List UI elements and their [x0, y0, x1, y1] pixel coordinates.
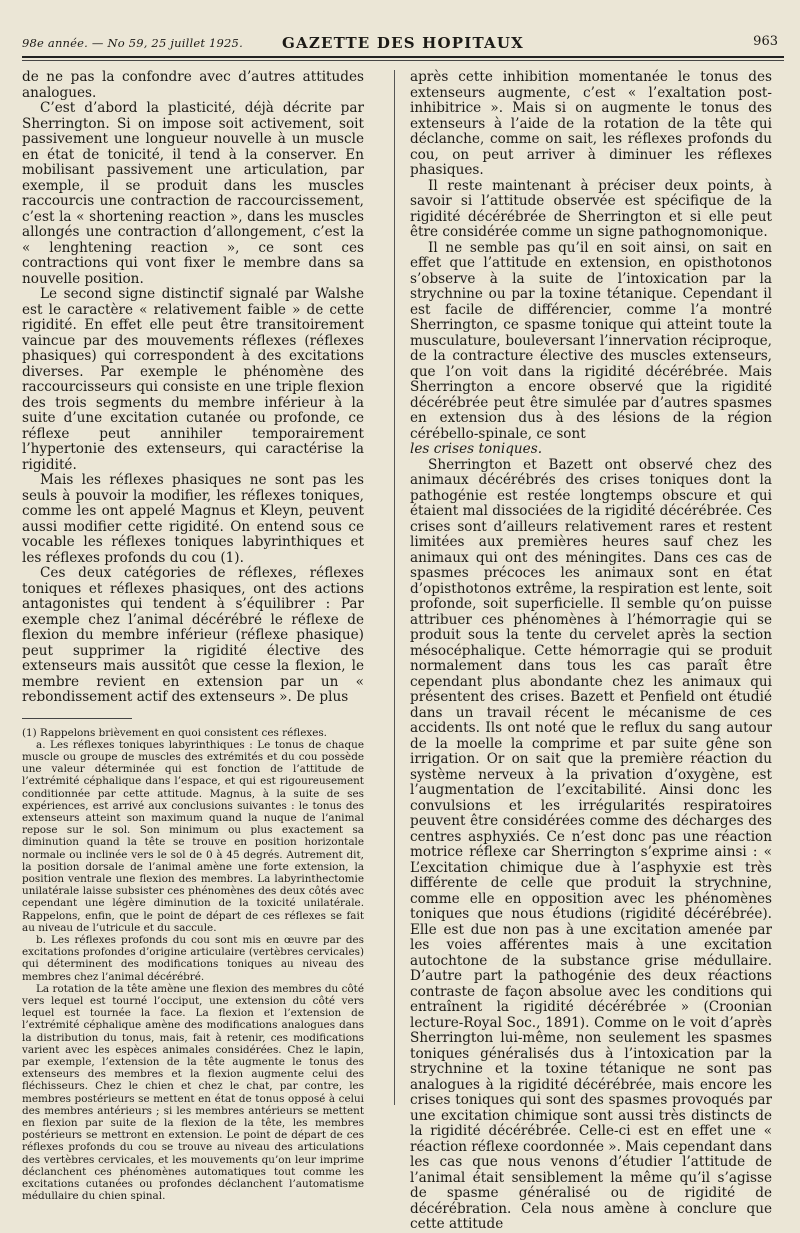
page-number: 963: [753, 34, 778, 49]
footnote-rule: [22, 718, 132, 719]
journal-title: GAZETTE DES HOPITAUX: [281, 34, 524, 52]
footnote: (1) Rappelons brièvement en quoi consistent ces réflexes.: [22, 726, 327, 739]
header-rule: [22, 56, 784, 58]
footnote: a. Les réflexes toniques labyrinthiques : Le tonus de chaque muscle ou groupe de muscles des extrémités et du cou possède une valeur déterminée qui est fonction de l’attitude de l’extrémité céphalique dans l’espace, et qui est rigoureusement conditionnée par cette attitude. Magnus, à la suite de ses expériences, est arrivé aux conclusions suivantes : le tonus des extenseurs atteint son maximum quand la nuque de l’animal repose sur le sol. Son minimum ou plus exactement sa diminution quand la tête se trouve en position horizontale normale ou inclinée vers le sol de 0 à 45 degrés. Autrement dit, la position dorsale de l’animal amène une forte extension, la position ventrale une flexion des membres. La labyrinthectomie unilatérale laisse subsister ces phénomènes des deux côtés avec cependant une légère diminution de la toxicité unilatérale. Rappelons, enfin, que le point de départ de ces réflexes se fait au niveau de l’utricule et du saccule.: [22, 738, 364, 934]
paragraph: Ces deux catégories de réflexes, réflexes toniques et réflexes phasiques, ont des actions antagonistes qui tendent à s’équilibrer : Par exemple chez l’animal décérébré le réflexe de flexion du membre inférieur (réflexe phasique) peut supprimer la rigidité élective des extenseurs mais aussitôt que cesse la flexion, le membre revient en extension par un « rebondissement actif des extenseurs ». De plus: [22, 565, 364, 705]
footnote: La rotation de la tête amène une flexion des membres du côté vers lequel est tourné l’occiput, une extension du côté vers lequel est tournée la face. La flexion et l’extension de l’extrémité céphalique amène des modifications analogues dans la distribution du tonus, mais, fait à retenir, ces modifications varient avec les espèces animales considérées. Chez le lapin, par exemple, l’extension de la tête augmente le tonus des extenseurs des membres et la flexion augmente celui des fléchisseurs. Chez le chien et chez le chat, par contre, les membres postérieurs se mettent en état de tonus opposé à celui des membres antérieurs ; si les membres antérieurs se mettent en flexion par suite de la flexion de la tête, les membres postérieurs se mettront en extension. Le point de départ de ces réflexes profonds du cou se trouve au niveau des articulations des vertèbres cervicales, et les mouvements qu’on leur imprime déclanchent ces phénomènes automatiques tout comme les excitations cutanées ou profondes déclanchent l’automatisme médullaire du chien spinal.: [22, 982, 364, 1203]
paragraph: Il reste maintenant à préciser deux points, à savoir si l’attitude observée est spécifique de la rigidité décérébrée de Sherrington et si elle peut être considérée comme un signe pathognomonique.: [410, 177, 772, 240]
paragraph: Il ne semble pas qu’il en soit ainsi, on sait en effet que l’attitude en extension, en opisthotonos s’observe à la suite de l’intoxication par la strychnine ou par la toxine tétanique. Cependant il est facile de différencier, comme l’a montré Sherrington, ce spasme tonique qui atteint toute la musculature, bouleversant l’innervation réciproque, de la contracture élective des muscles extenseurs, que l’on voit dans la rigidité décérébrée. Mais Sherrington a encore observé que la rigidité décérébrée peut être simulée par d’autres spasmes en extension dus à des lésions de la région cérébello-spinale, ce sont: [410, 239, 772, 442]
paragraph: de ne pas la confondre avec d’autres attitudes analogues.: [22, 69, 364, 101]
paragraph: Mais les réflexes phasiques ne sont pas les seuls à pouvoir la modifier, les réflexes toniques, comme les ont appelé Magnus et Kleyn, peuvent aussi modifier cette rigidité. On entend sous ce vocable les réflexes toniques labyrinthiques et les réflexes profonds du cou (1).: [22, 472, 364, 566]
paragraph: après cette inhibition momentanée le tonus des extenseurs augmente, c’est « l’exaltation post-inhibitrice ». Mais si on augmente le tonus des extenseurs à l’aide de la rotation de la tête qui déclanche, comme on sait, les réflexes profonds du cou, on peut arriver à diminuer les réflexes phasiques.: [410, 69, 772, 178]
left-column: [22, 69, 364, 1203]
footnote: b. Les réflexes profonds du cou sont mis en œuvre par des excitations profondes d’origine articulaire (vertèbres cervicales) qui déterminent des modifications toniques au niveau des membres chez l’animal décérébré.: [22, 933, 364, 983]
italic-phrase: les crises toniques.: [410, 441, 543, 457]
page-header: [22, 16, 784, 54]
year-label: 98e année.: [22, 36, 89, 50]
paragraph: Sherrington et Bazett ont observé chez des animaux décérébrés des crises toniques dont la pathogénie est restée longtemps obscure et qui étaient mal dissociées de la rigidité décérébrée. Ces crises sont d’ailleurs relativement rares et restent limitées aux premières heures sauf chez les animaux qui ont des méningites. Dans ces cas de spasmes précoces les animaux sont en état d’opisthotonos extrême, la respiration est lente, soit profonde, soit superficielle. Il semble qu’on puisse attribuer ces phénomènes à l’hémorragie qui se produit sous la tente du cervelet après la section mésocéphalique. Cette hémorragie qui se produit normalement dans tous les cas paraît être cependant plus abondante chez les animaux qui présentent des crises. Bazett et Penfield ont étudié dans un travail récent le mécanisme de ces accidents. Ils ont noté que le reflux du sang autour de la moelle la comprime et par suite gêne son irrigation. Or on sait que la première réaction du système nerveux à la privation d’oxygène, est l’augmentation de l’excitabilité. Ainsi donc les convulsions et les irrégularités respiratoires peuvent être considérées comme des décharges des centres asphyxiés. Ce n’est donc pas une réaction motrice réflexe car Sherrington s’exprime ainsi : « L’excitation chimique due à l’asphyxie est très différente de celle que produit la strychnine, comme elle en opposition avec les phénomènes toniques que nous étudions (rigidité décérébrée). Elle est due non pas à une excitation amenée par les voies afférentes mais à une excitation autochtone de la substance grise médullaire. D’autre part la pathogénie des deux réactions contraste de façon absolue avec les conditions qui entraînent la rigidité décérébrée » (Croonian lecture-Royal Soc., 1891). Comme on le voit d’après Sherrington lui-même, non seulement les spasmes toniques généralisés dus à l’intoxication par la strychnine et la toxine tétanique ne sont pas analogues à la rigidité décérébrée, mais encore les crises toniques qui sont des spasmes provoqués par une excitation chimique sont aussi très distincts de la rigidité décérébrée. Celle-ci est en effet une « réaction réflexe coordonnée ». Mais cependant dans les cas que nous venons d’étudier l’attitude de l’animal était sensiblement la même qu’il s’agisse de spasme généralisé ou de rigidité de décérébration. Cela nous amène à conclure que cette attitude: [410, 456, 772, 1232]
column-divider: [394, 70, 395, 1105]
paragraph: C’est d’abord la plasticité, déjà décrite par Sherrington. Si on impose soit activement, soit passivement une longueur nouvelle à un muscle en état de tonicité, il tend à la conserver. En mobilisant passivement une articulation, par exemple, il se produit dans les muscles raccourcis une contraction de raccourcissement, c’est la « shortening reaction », dans les muscles allongés une contraction d’allongement, c’est la « lenghtening reaction », ce sont ces contractions qui vont fixer le membre dans sa nouvelle position.: [22, 100, 364, 287]
header-rule-thin: [22, 60, 784, 61]
issue-label: — No 59, 25 juillet 1925.: [91, 36, 243, 50]
right-column: [410, 69, 772, 1232]
paragraph: Le second signe distinctif signalé par Walshe est le caractère « relativement faible » de cette rigidité. En effet elle peut être transitoirement vaincue par des mouvements réflexes (réflexes phasiques) qui correspondent à des excitations diverses. Par exemple le phénomène des raccourcisseurs qui consiste en une triple flexion des trois segments du membre inférieur à la suite d’une excitation cutanée ou profonde, ce réflexe peut annihiler temporairement l’hypertonie des extenseurs, qui caractérise la rigidité.: [22, 286, 364, 473]
